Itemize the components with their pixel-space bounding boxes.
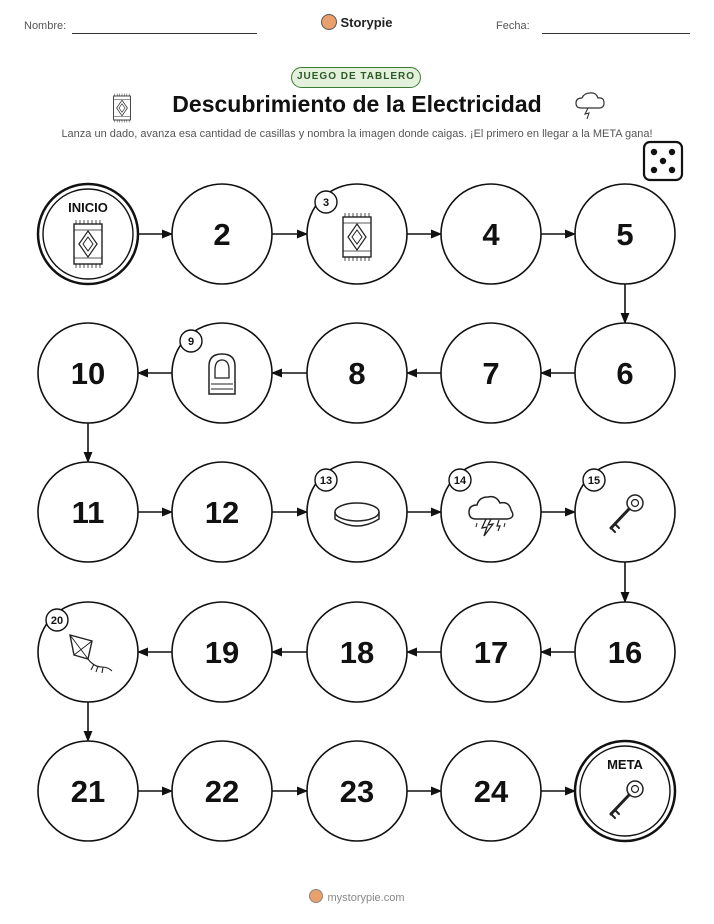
space-number: 24 (473, 774, 509, 809)
date-label: Fecha: (496, 20, 530, 32)
space-number: 16 (607, 635, 643, 670)
board-space-0[interactable] (38, 184, 138, 284)
space-number-badge: 14 (453, 475, 467, 487)
board-space-3[interactable] (441, 184, 541, 284)
space-number: 2 (213, 217, 231, 252)
space-number: 6 (616, 356, 634, 391)
board-space-2[interactable] (307, 184, 407, 284)
brand-name: Storypie (340, 15, 393, 30)
space-number: 11 (71, 495, 105, 530)
board-space-14[interactable] (575, 462, 675, 562)
board-space-17[interactable] (307, 602, 407, 702)
space-number: 7 (482, 356, 500, 391)
board-space-23[interactable] (441, 741, 541, 841)
footer-url[interactable]: mystorypie.com (327, 892, 405, 904)
footer (0, 889, 714, 904)
space-number-badge: 3 (322, 197, 330, 209)
space-number: 22 (204, 774, 240, 809)
space-number: 18 (339, 635, 375, 670)
board-space-6[interactable] (441, 323, 541, 423)
category-badge: JUEGO DE TABLERO (291, 67, 421, 88)
space-number-badge: 13 (319, 475, 333, 487)
space-number: 23 (339, 774, 375, 809)
board-space-5[interactable] (575, 323, 675, 423)
rug-icon (114, 94, 131, 123)
board-space-21[interactable] (172, 741, 272, 841)
board-space-20[interactable] (38, 741, 138, 841)
board-space-11[interactable] (172, 462, 272, 562)
board-space-7[interactable] (307, 323, 407, 423)
space-number: 21 (70, 774, 106, 809)
space-number: 8 (348, 356, 366, 391)
space-label: INICIO (68, 200, 108, 215)
board-space-24[interactable] (575, 741, 675, 841)
space-number: 12 (204, 495, 240, 530)
weather-icon (576, 93, 604, 119)
space-number: 17 (473, 635, 509, 670)
board-space-19[interactable] (38, 602, 138, 702)
board-space-12[interactable] (307, 462, 407, 562)
name-label: Nombre: (24, 20, 67, 32)
space-number: 19 (204, 635, 240, 670)
board-space-18[interactable] (172, 602, 272, 702)
board-spaces (38, 184, 675, 841)
board-space-9[interactable] (38, 323, 138, 423)
board-space-16[interactable] (441, 602, 541, 702)
board-space-10[interactable] (38, 462, 138, 562)
space-number-badge: 15 (587, 475, 601, 487)
page-title: Descubrimiento de la Electricidad (172, 91, 542, 117)
space-number: 4 (482, 217, 500, 252)
space-number: 10 (70, 356, 106, 391)
space-label: META (607, 757, 643, 772)
board-space-8[interactable] (172, 323, 272, 423)
space-number-badge: 20 (50, 615, 64, 627)
instructions: Lanza un dado, avanza esa cantidad de casillas y nombra la imagen donde caigas. ¡El primero en llegar a la META gana! (61, 128, 653, 140)
bear-icon (309, 889, 323, 903)
board-space-22[interactable] (307, 741, 407, 841)
board-space-13[interactable] (441, 462, 541, 562)
space-number-badge: 9 (187, 336, 195, 348)
board-space-4[interactable] (575, 184, 675, 284)
board-space-15[interactable] (575, 602, 675, 702)
space-number: 5 (616, 217, 634, 252)
board-space-1[interactable] (172, 184, 272, 284)
dice-icon[interactable] (644, 142, 682, 180)
